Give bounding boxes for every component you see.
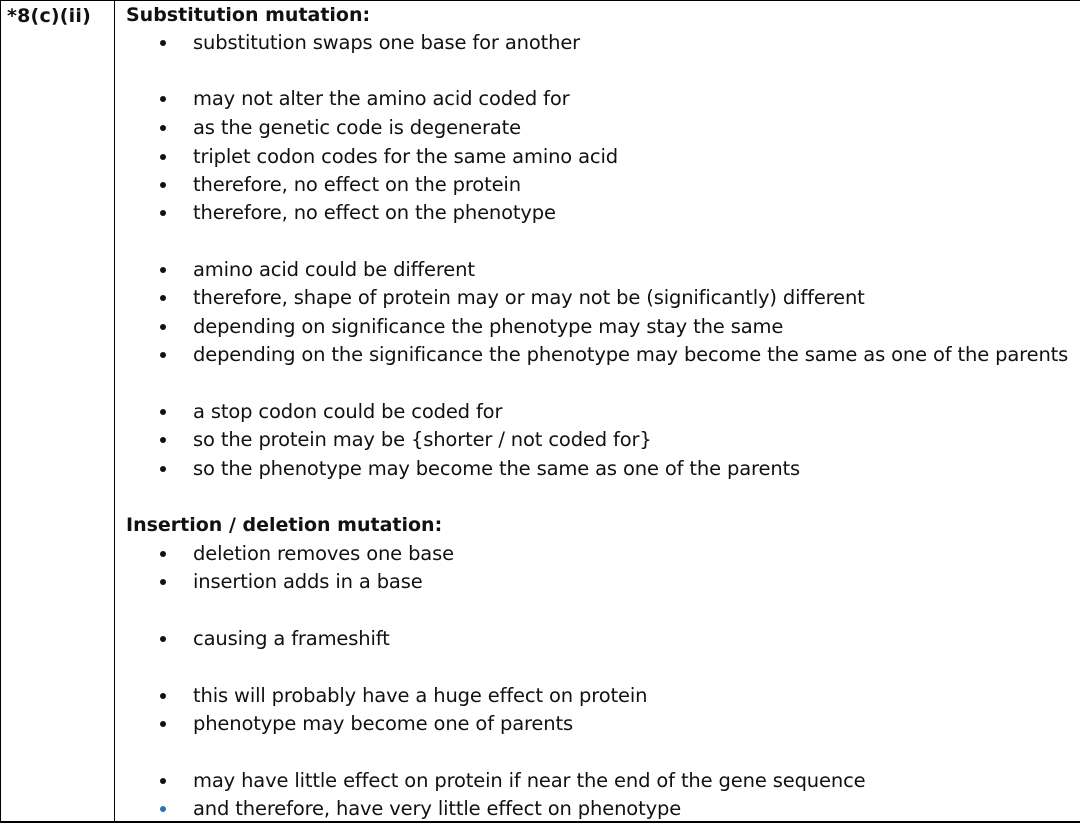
section-heading-substitution: Substitution mutation:	[126, 4, 371, 26]
list-item	[126, 29, 1080, 57]
list-item-text: therefore, no effect on the protein	[193, 173, 521, 196]
list-item-text: amino acid could be different	[193, 258, 475, 281]
bullet-icon	[160, 693, 166, 699]
list-item	[126, 455, 1080, 483]
bullet-icon	[160, 210, 166, 216]
list-item	[126, 256, 1080, 284]
question-number: *8(c)(ii)	[7, 5, 91, 27]
list-item	[126, 313, 1080, 341]
list-item	[126, 710, 1080, 738]
list-item-text: may not alter the amino acid coded for	[193, 87, 570, 110]
bullet-icon	[160, 324, 166, 330]
list-item	[126, 85, 1080, 113]
list-item	[126, 767, 1080, 795]
bullet-icon	[160, 636, 166, 642]
list-item	[126, 795, 1080, 823]
list-item-text: therefore, no effect on the phenotype	[193, 201, 556, 224]
list-item-text: depending on significance the phenotype may stay the same	[193, 315, 784, 338]
list-item	[126, 398, 1080, 426]
list-item-text: substitution swaps one base for another	[193, 31, 581, 54]
bullet-icon	[160, 466, 166, 472]
list-item-text: as the genetic code is degenerate	[193, 116, 521, 139]
list-item	[126, 625, 1080, 653]
bullet-icon	[160, 579, 166, 585]
list-item	[126, 114, 1080, 142]
bullet-icon	[160, 182, 166, 188]
list-item-text: deletion removes one base	[193, 542, 454, 565]
list-item-text: therefore, shape of protein may or may not be (significantly) different	[193, 286, 865, 309]
list-item-text: this will probably have a huge effect on protein	[193, 684, 648, 707]
bullet-icon	[160, 352, 166, 358]
bullet-icon	[160, 267, 166, 273]
list-item-text: and therefore, have very little effect on phenotype	[193, 797, 682, 820]
list-item	[126, 284, 1080, 312]
list-item	[126, 171, 1080, 199]
bullet-icon	[160, 437, 166, 443]
list-item-text: insertion adds in a base	[193, 570, 423, 593]
bullet-icon	[160, 96, 166, 102]
list-item-text: depending on the significance the phenotype may become the same as one of the parents	[193, 343, 1069, 366]
list-item-text: causing a frameshift	[193, 627, 390, 650]
bullet-icon	[160, 295, 166, 301]
bullet-icon	[160, 409, 166, 415]
bullet-icon	[160, 551, 166, 557]
list-item	[126, 143, 1080, 171]
bullet-icon	[160, 40, 166, 46]
list-item	[126, 568, 1080, 596]
bullet-icon	[160, 125, 166, 131]
bullet-icon	[160, 778, 166, 784]
list-item	[126, 682, 1080, 710]
list-item-text: so the protein may be {shorter / not coded for}	[193, 428, 652, 451]
list-item	[126, 426, 1080, 454]
table-border-left	[0, 0, 1, 823]
bullet-icon	[160, 806, 166, 812]
list-item-text: triplet codon codes for the same amino acid	[193, 145, 618, 168]
list-item	[126, 341, 1080, 369]
bullet-icon	[160, 721, 166, 727]
list-item-text: a stop codon could be coded for	[193, 400, 503, 423]
section-heading-insertion-deletion: Insertion / deletion mutation:	[126, 514, 443, 536]
list-item-text: may have little effect on protein if near the end of the gene sequence	[193, 769, 866, 792]
list-item-text: phenotype may become one of parents	[193, 712, 573, 735]
column-divider	[114, 0, 115, 823]
list-item-text: so the phenotype may become the same as one of the parents	[193, 457, 801, 480]
list-item	[126, 199, 1080, 227]
list-item	[126, 540, 1080, 568]
bullet-icon	[160, 154, 166, 160]
